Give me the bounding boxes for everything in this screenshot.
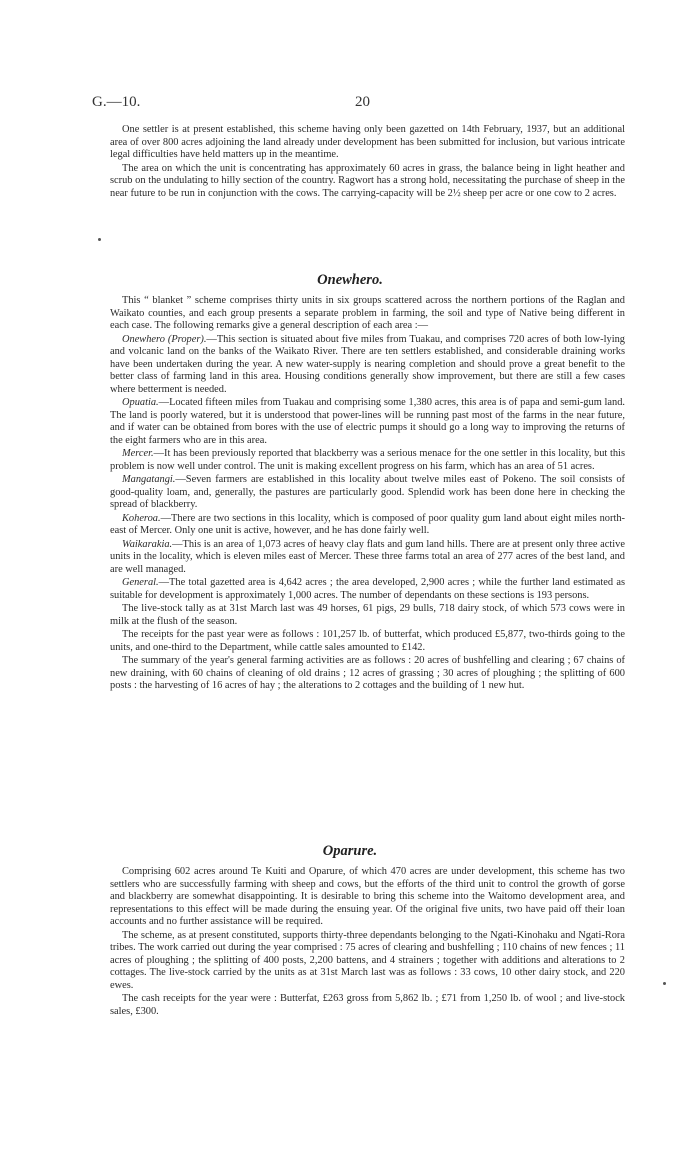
subsection-lead: Onewhero (Proper). <box>122 333 207 345</box>
subsection-text: —This section is situated about five miles from Tuakau, and comprises 720 acres of both low-lying and volcanic land on the banks of the Waikato River. There are ten settlers established, and considerable draining works have been undertaken during the year. A new water-supply is nearing completion and should prove a great benefit to the better class of farming land in this area. Housing conditions generally show improvement, but there are still a few cases where betterment is needed. <box>110 333 625 395</box>
paragraph: The live-stock tally as at 31st March last was 49 horses, 61 pigs, 29 bulls, 718 dairy stock, of which 573 cows were in milk at the flush of the season. <box>110 603 625 627</box>
series-number: G.—10. <box>92 94 141 110</box>
paragraph: The scheme, as at present constituted, supports thirty-three dependants belonging to the Ngati-Kinohaku and Ngati-Rora tribes. The work carried out during the year comprised : 75 acres of clearing and bushfelling ; 110 chains of new fences ; 11 acres of ploughing ; the splitting of 400 posts, 2,200 battens, and 4 strainers ; together with additions and alterations to 2 cottages. The live-stock carried by the units as at 31st March last was as follows : 33 cows, 10 other dairy stock, and 220 ewes. <box>110 929 625 991</box>
onewhero-section <box>110 295 625 694</box>
paragraph: The summary of the year's general farming activities are as follows : 20 acres of bushfelling and clearing ; 67 chains of new draining, with 60 chains of cleaning of old drains ; 12 acres of grassing ; 30 acres of ploughing ; the splitting of 600 posts : the harvesting of 16 acres of hay ; the alterations to 2 cottages and the building of 1 new hut. <box>110 655 625 691</box>
subsection-text: —It has been previously reported that blackberry was a serious menace for the one settler in this locality, but this problem is now well under control. The unit is making excellent progress on his farm, which has an area of 51 acres. <box>110 448 625 472</box>
stray-mark <box>663 982 666 985</box>
subsection-text: —Seven farmers are established in this locality about twelve miles east of Pokeno. The soil consists of good-quality loam, and, generally, the pastures are particularly good. Splendid work has been done here in checking the spread of blackberry. <box>110 474 625 510</box>
subsection-mangatangi <box>110 474 625 512</box>
subsection-koheroa <box>110 513 625 538</box>
oparure-section <box>110 866 625 1019</box>
subsection-lead: General. <box>122 577 159 588</box>
subsection-opuatia <box>110 397 625 447</box>
subsection-lead: Waikarakia. <box>122 538 173 550</box>
paragraph: This “ blanket ” scheme comprises thirty units in six groups scattered across the northern portions of the Raglan and Waikato counties, and each group presents a separate problem in farming, the soil and type of Native being different in each case. The following remarks give a general description of each area :— <box>110 295 625 331</box>
subsection-text: —The total gazetted area is 4,642 acres ; the area developed, 2,900 acres ; while the further land estimated as suitable for development is approximately 1,000 acres. The number of dependants on these sections is 193 persons. <box>110 577 625 601</box>
paragraph: The cash receipts for the year were : Butterfat, £263 gross from 5,862 lb. ; £71 from 1,250 lb. of wool ; and live-stock sales, £300. <box>110 993 625 1017</box>
subsection-lead: Mangatangi. <box>122 474 176 485</box>
section-title-onewhero: Onewhero. <box>317 272 383 288</box>
subsection-general <box>110 577 625 602</box>
subsection-waikarakia <box>110 539 625 577</box>
intro-section <box>110 124 625 201</box>
subsection-onewhero-proper <box>110 334 625 397</box>
paragraph: One settler is at present established, this scheme having only been gazetted on 14th February, 1937, but an additional area of over 800 acres adjoining the land already under development has been submitted for inclusion, but various intricate legal difficulties have held matters up in the meantime. <box>110 124 625 160</box>
subsection-mercer <box>110 448 625 473</box>
stray-mark <box>98 238 101 241</box>
paragraph: The receipts for the past year were as follows : 101,257 lb. of butterfat, which produced £5,877, two-thirds going to the units, and one-third to the Department, while cattle sales amounted to £142. <box>110 629 625 653</box>
subsection-lead: Opuatia. <box>122 397 159 408</box>
subsection-lead: Mercer. <box>122 448 154 459</box>
subsection-text: —This is an area of 1,073 acres of heavy clay flats and gum land hills. There are at present only three active units in the locality, which is eleven miles east of Mercer. These three farms total an area of 277 acres of the best land, and are well managed. <box>110 538 625 575</box>
subsection-text: —There are two sections in this locality, which is composed of poor quality gum land about eight miles north-east of Mercer. Only one unit is active, however, and he has done fairly well. <box>110 512 625 536</box>
subsection-lead: Koheroa. <box>122 512 161 524</box>
section-title-oparure: Oparure. <box>322 843 378 859</box>
paragraph: The area on which the unit is concentrating has approximately 60 acres in grass, the balance being in light heather and scrub on the undulating to hilly section of the country. Ragwort has a strong hold, necessitating the purchase of sheep in the near future to be run in conjunction with the cows. The carrying-capacity will be 2½ sheep per acre or one cow to 2 acres. <box>110 162 625 199</box>
page-number: 20 <box>355 94 370 110</box>
paragraph: Comprising 602 acres around Te Kuiti and Oparure, of which 470 acres are under development, this scheme has two settlers who are successfully farming with sheep and cows, but the efforts of the third unit to control the growth of gorse and blackberry are somewhat disappointing. It is desirable to bring this scheme into the Waitomo development area, and representations to this effect will be made during the ensuing year. Of the original five units, two have paid off their loan accounts and no further assistance will be required. <box>110 866 625 927</box>
subsection-text: —Located fifteen miles from Tuakau and comprising some 1,380 acres, this area is of papa and semi-gum land. The land is poorly watered, but it is understood that power-lines will be running past most of the farms in the near future, and if water can be obtained from bores with the use of electric pumps it should go a long way to improving the returns of the eight farmers who are in this area. <box>110 397 625 446</box>
